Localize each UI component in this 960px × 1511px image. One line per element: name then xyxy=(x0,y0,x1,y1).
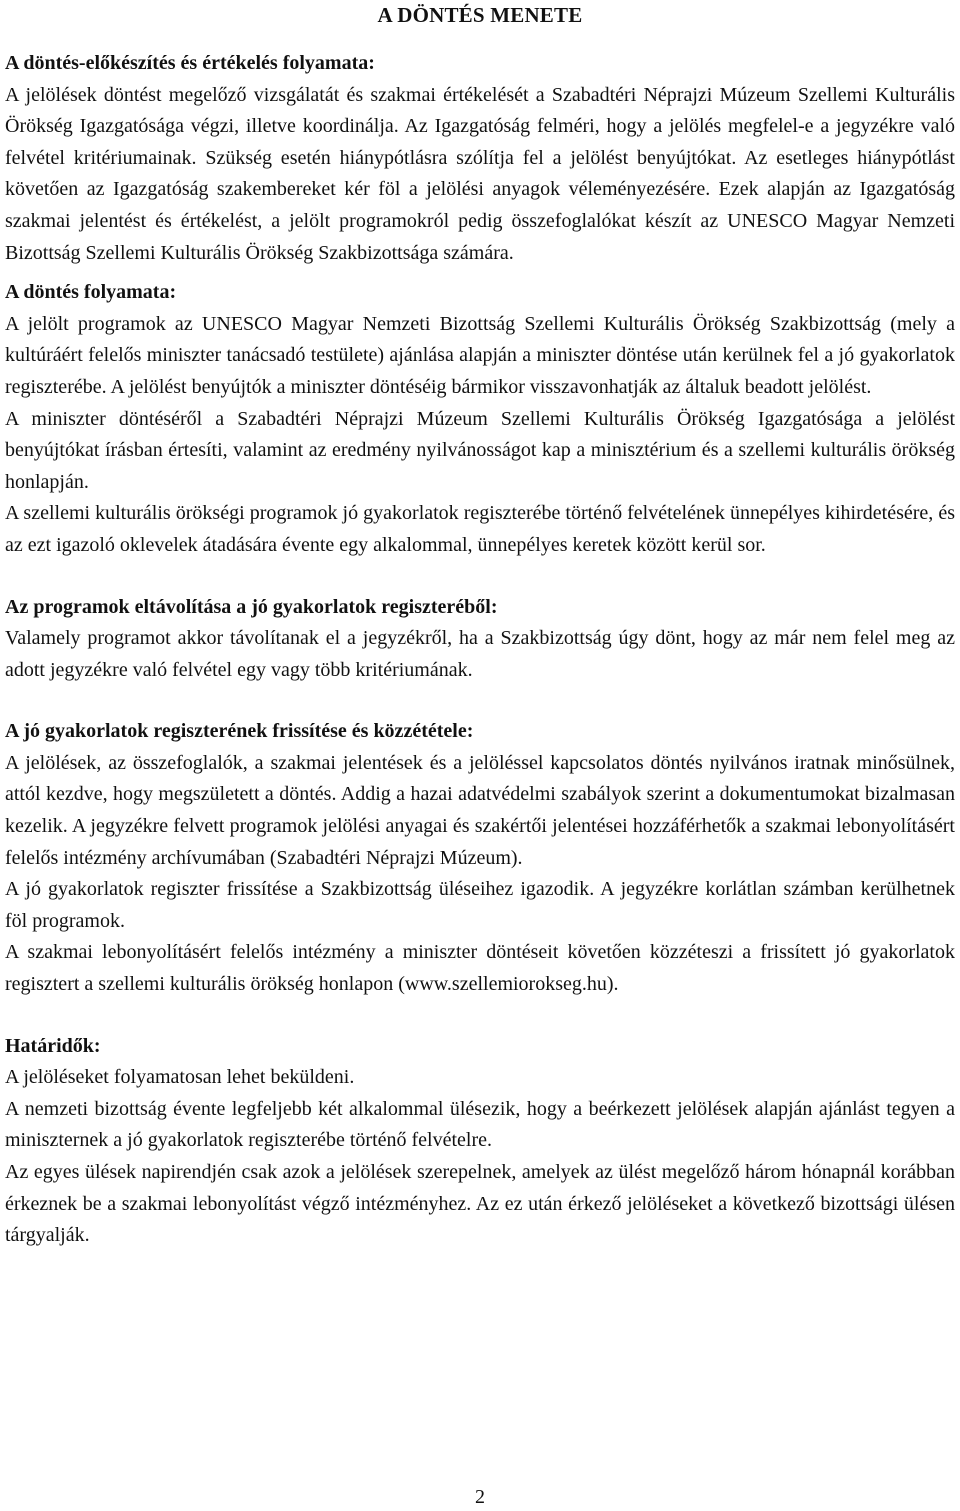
paragraph: A nemzeti bizottság évente legfeljebb két alkalommal ülésezik, hogy a beérkezett jelölések alapján ajánlást tegyen a miniszternek a jó gyakorlatok regiszterébe történő felvételre. xyxy=(5,1097,955,1152)
paragraph: A jelölések, az összefoglalók, a szakmai jelentések és a jelöléssel kapcsolatos döntés nyilvános iratnak minősülnek, attól kezdve, hogy megszületett a döntés. Addig a hazai adatvédelmi szabályok szerint a dokumentumokat bizalmasan kezelik. A jegyzékre felvett programok jelölési anyagai és szakértői jelentései hozzáférhetők a szakmai lebonyolításért felelős intézmény archívumában (Szabadtéri Néprajzi Múzeum). xyxy=(5,751,955,869)
section-heading-removal: Az programok eltávolítása a jó gyakorlatok regiszteréből: xyxy=(5,595,498,618)
paragraph: Valamely programot akkor távolítanak el a jegyzékről, ha a Szakbizottság úgy dönt, hogy az már nem felel meg az adott jegyzékre való felvétel egy vagy több kritériumának. xyxy=(5,627,955,681)
page-number: 2 xyxy=(475,1486,485,1508)
section-removal xyxy=(5,592,955,687)
paragraph: A jelöléseket folyamatosan lehet beküldeni. xyxy=(5,1066,355,1089)
paragraph: A jelölések döntést megelőző vizsgálatát és szakmai értékelését a Szabadtéri Néprajzi Múzeum Szellemi Kulturális Örökség Igazgatósága végzi, illetve koordinálja. Az Igazgatóság felméri, hogy a jelölés megfelel-e a jegyzékre való felvétel kritériumainak. Szükség esetén hiánypótlásra szólítja fel a jelölést benyújtókat. Az esetleges hiánypótlást követően az Igazgatóság szakembereket kér föl a jelölési anyagok véleményezésére. Ezek alapján az Igazgatóság szakmai jelentést és értékelést, a jelölt programokról pedig összefoglalókat készít az UNESCO Magyar Nemzeti Bizottság Szellemi Kulturális Örökség Szakbizottsága számára. xyxy=(5,83,955,264)
paragraph: Az egyes ülések napirendjén csak azok a jelölések szerepelnek, amelyek az ülést megelőző három hónapnál korábban érkeznek be a szakmai lebonyolítást végző intézményhez. Az ez után érkező jelöléseket a következő bizottsági ülésen tárgyalják. xyxy=(5,1161,955,1247)
section-heading-deadlines: Határidők: xyxy=(5,1034,101,1057)
section-heading-update: A jó gyakorlatok regiszterének frissítése és közzététele: xyxy=(5,720,474,743)
section-preparation xyxy=(5,48,955,269)
section-update xyxy=(5,716,955,1000)
paragraph: A szakmai lebonyolításért felelős intézmény a miniszter döntéseit követően közzéteszi a frissített jó gyakorlatok regisztert a szellemi kulturális örökség honlapon (www.szellemiorokseg.hu). xyxy=(5,941,955,996)
page-title: A DÖNTÉS MENETE xyxy=(377,3,583,27)
section-decision xyxy=(5,277,955,561)
paragraph: A szellemi kulturális örökségi programok jó gyakorlatok regiszterébe történő felvételének ünnepélyes kihirdetésére, és az ezt igazoló oklevelek átadására évente egy alkalommal, ünnepélyes keretek között kerül sor. xyxy=(5,502,955,556)
section-deadlines xyxy=(5,1031,955,1252)
paragraph: A jó gyakorlatok regiszter frissítése a Szakbizottság üléseihez igazodik. A jegyzékre korlátlan számban kerülhetnek föl programok. xyxy=(5,878,955,932)
section-heading-preparation: A döntés-előkészítés és értékelés folyamata: xyxy=(5,52,375,74)
paragraph: A miniszter döntéséről a Szabadtéri Néprajzi Múzeum Szellemi Kulturális Örökség Igazgatósága a jelölést benyújtókat írásban értesíti, valamint az eredmény nyilvánosságot kap a minisztérium és a szellemi kulturális örökség honlapján. xyxy=(5,407,955,493)
paragraph: A jelölt programok az UNESCO Magyar Nemzeti Bizottság Szellemi Kulturális Örökség Szakbizottság (mely a kultúráért felelős miniszter tanácsadó testülete) ajánlása alapján a miniszter döntése után kerülnek fel a jó gyakorlatok regiszterébe. A jelölést benyújtók a miniszter döntéséig bármikor visszavonhatják az általuk beadott jelölést. xyxy=(5,312,955,398)
section-heading-decision: A döntés folyamata: xyxy=(5,281,177,304)
